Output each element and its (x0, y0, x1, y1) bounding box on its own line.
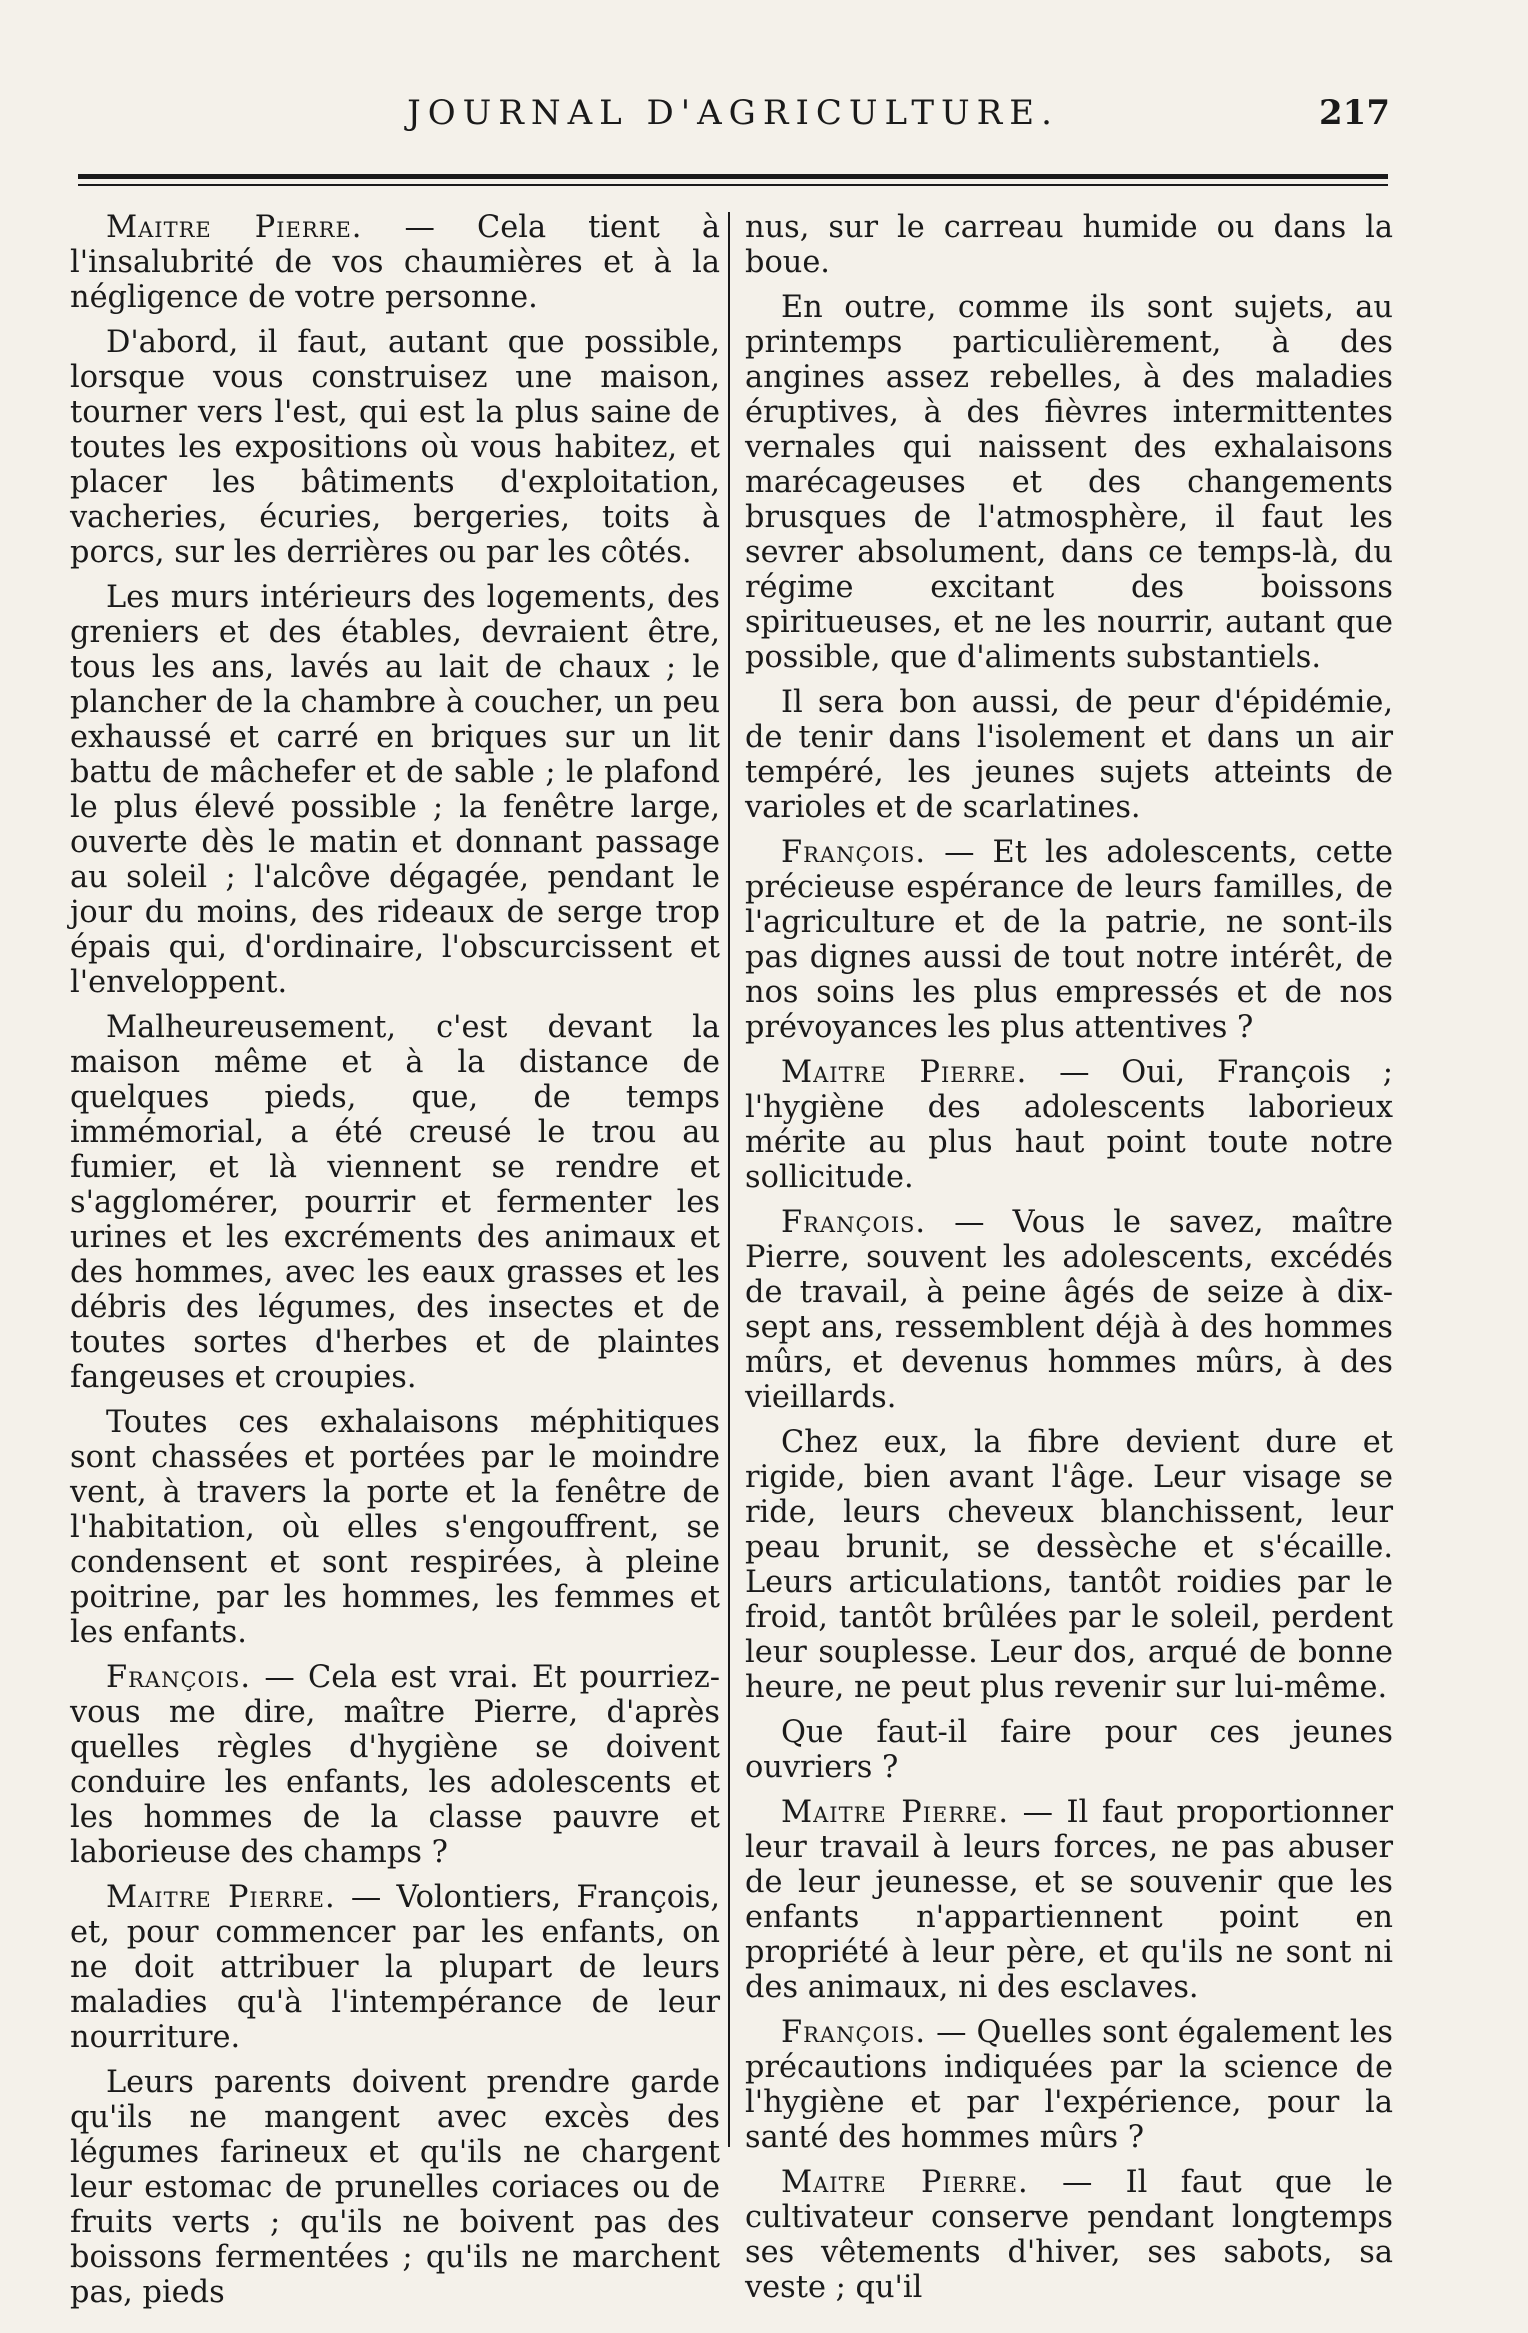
paragraph (745, 685, 1393, 825)
paragraph-text: — Il faut proportionner leur travail à leurs forces, ne pas abuser de leur jeunesse, et se souvenir que les enfants n'appartiennent point en propriété à leur père, et qu'ils ne sont ni des animaux, ni des esclaves. (745, 1795, 1394, 2005)
speaker-name: Maitre Pierre. (781, 1055, 1028, 1090)
paragraph-text: — Et les adolescents, cette précieuse espérance de leurs familles, de l'agriculture et de la patrie, ne sont-ils pas dignes aussi de tout notre intérêt, de nos soins les plus empressés et de nos prévoyances les plus attentives ? (745, 835, 1393, 1045)
paragraph-text: Malheureusement, c'est devant la maison même et à la distance de quelques pieds, que, de temps immémorial, a été creusé le trou au fumier, et là viennent se rendre et s'agglomérer, pourrir et fermenter les urines et les excréments des animaux et des hommes, avec les eaux grasses et les débris des légumes, des insectes et de toutes sortes d'herbes et de plaintes fangeuses et croupies. (70, 1010, 720, 1395)
page-number: 217 (1319, 93, 1390, 133)
paragraph (70, 580, 720, 1000)
paragraph (745, 2165, 1393, 2305)
paragraph (745, 1205, 1393, 1415)
paragraph (70, 1880, 720, 2055)
column-divider (728, 212, 730, 2147)
paragraph (745, 1425, 1393, 1705)
header-rule-thick (78, 174, 1388, 179)
speaker-name: François. (781, 1205, 927, 1240)
paragraph (745, 1715, 1393, 1785)
paragraph (745, 290, 1393, 675)
speaker-name: Maitre Pierre. (106, 210, 363, 245)
speaker-name: François. (106, 1660, 252, 1695)
paragraph-text: D'abord, il faut, autant que possible, lorsque vous construisez une maison, tourner vers l'est, qui est la plus saine de toutes les expositions où vous habitez, et placer les bâtiments d'exploitation, vacheries, écuries, bergeries, toits à porcs, sur les derrières ou par les côtés. (70, 325, 720, 570)
speaker-name: François. (781, 2015, 927, 2050)
paragraph (745, 1795, 1393, 2005)
right-column (745, 210, 1394, 2305)
paragraph-text: — Volontiers, François, et, pour commencer par les enfants, on ne doit attribuer la plupart de leurs maladies qu'à l'intempérance de leur nourriture. (70, 1880, 720, 2055)
paragraph-text: Que faut-il faire pour ces jeunes ouvriers ? (745, 1715, 1393, 1785)
paragraph-text: — Oui, François ; l'hygiène des adolescents laborieux mérite au plus haut point toute notre sollicitude. (745, 1055, 1394, 1195)
paragraph-text: Il sera bon aussi, de peur d'épidémie, de tenir dans l'isolement et dans un air tempéré, les jeunes sujets atteints de varioles et de scarlatines. (745, 685, 1393, 825)
paragraph (745, 210, 1393, 280)
header-rule-thin (78, 184, 1388, 186)
paragraph (745, 835, 1393, 1045)
paragraph-text: Toutes ces exhalaisons méphitiques sont chassées et portées par le moindre vent, à travers la porte et la fenêtre de l'habitation, où elles s'engouffrent, se condensent et sont respirées, à pleine poitrine, par les hommes, les femmes et les enfants. (70, 1405, 720, 1650)
speaker-name: Maitre Pierre. (781, 1795, 1009, 1830)
paragraph-text: Chez eux, la fibre devient dure et rigide, bien avant l'âge. Leur visage se ride, leurs cheveux blanchissent, leur peau brunit, se dessèche et s'écaille. Leurs articulations, tantôt roidies par le froid, tantôt brûlées par le soleil, perdent leur souplesse. Leur dos, arqué de bonne heure, ne peut plus revenir sur lui-même. (745, 1425, 1393, 1705)
paragraph-text: nus, sur le carreau humide ou dans la boue. (745, 210, 1393, 280)
paragraph-text: — Cela tient à l'insalubrité de vos chaumières et à la négligence de votre personne. (70, 210, 721, 315)
paragraph (70, 210, 720, 315)
paragraph-text: Les murs intérieurs des logements, des greniers et des étables, devraient être, tous les ans, lavés au lait de chaux ; le plancher de la chambre à coucher, un peu exhaussé et carré en briques sur un lit battu de mâchefer et de sable ; le plafond le plus élevé possible ; la fenêtre large, ouverte dès le matin et donnant passage au soleil ; l'alcôve dégagée, pendant le jour du moins, des rideaux de serge trop épais qui, d'ordinaire, l'obscurcissent et l'enveloppent. (70, 580, 720, 1000)
speaker-name: Maitre Pierre. (781, 2165, 1029, 2200)
paragraph-text: En outre, comme ils sont sujets, au printemps particulièrement, à des angines assez rebelles, à des maladies éruptives, à des fièvres intermittentes vernales qui naissent des exhalaisons marécageuses et des changements brusques de l'atmosphère, il faut les sevrer absolument, dans ce temps-là, du régime excitant des boissons spiritueuses, et ne les nourrir, autant que possible, que d'aliments substantiels. (745, 290, 1393, 675)
paragraph (70, 1660, 720, 1870)
paragraph-text: — Vous le savez, maître Pierre, souvent les adolescents, excédés de travail, à peine âgés de seize à dix-sept ans, ressemblent déjà à des hommes mûrs, et devenus hommes mûrs, à des vieillards. (745, 1205, 1393, 1415)
speaker-name: Maitre Pierre. (106, 1880, 336, 1915)
paragraph (70, 1010, 720, 1395)
paragraph (70, 1405, 720, 1650)
paragraph-text: Leurs parents doivent prendre garde qu'ils ne mangent avec excès des légumes farineux et qu'ils ne chargent leur estomac de prunelles coriaces ou de fruits verts ; qu'ils ne boivent pas des boissons fermentées ; qu'ils ne marchent pas, pieds (70, 2065, 720, 2310)
paragraph (70, 325, 720, 570)
left-column (70, 210, 721, 2310)
paragraph (745, 2015, 1393, 2155)
paragraph (745, 1055, 1393, 1195)
running-head (78, 88, 1388, 138)
running-title: JOURNAL D'AGRICULTURE. (407, 93, 1059, 133)
speaker-name: François. (781, 835, 927, 870)
paragraph-text: — Cela est vrai. Et pourriez-vous me dire, maître Pierre, d'après quelles règles d'hygiène se doivent conduire les enfants, les adolescents et les hommes de la classe pauvre et laborieuse des champs ? (70, 1660, 720, 1870)
paragraph-text: — Il faut que le cultivateur conserve pendant longtemps ses vêtements d'hiver, ses sabots, sa veste ; qu'il (745, 2165, 1393, 2305)
paragraph (70, 2065, 720, 2310)
paragraph-text: — Quelles sont également les précautions indiquées par la science de l'hygiène et par l'expérience, pour la santé des hommes mûrs ? (745, 2015, 1393, 2155)
